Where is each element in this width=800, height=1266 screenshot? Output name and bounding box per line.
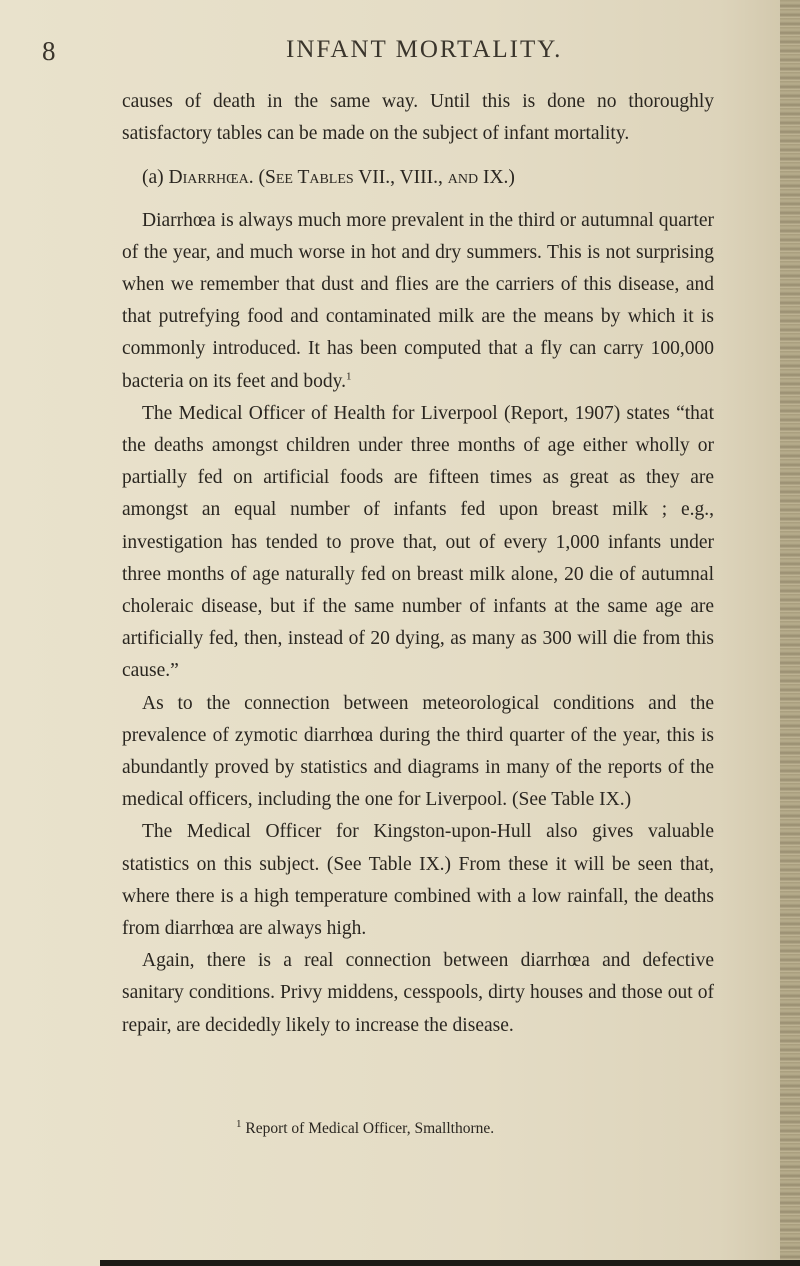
paragraph-liverpool-report: The Medical Officer of Health for Liverpool (Report, 1907) states “that the deaths amongst children under three months of age either wholly or partially fed on artificial foods are fifteen times as great as they are amongst an equal number of infants fed upon breast milk ; e.g., investigation has tended to prove that, out of every 1,000 infants under three months of age naturally fed on breast milk alone, 20 die of autumnal choleraic disease, but if the same number of infants at the same age are artificially fed, then, instead of 20 dying, as many as 300 will die from this cause.”	[122, 402, 714, 682]
footnote-text: Report of Medical Officer, Smallthorne.	[245, 1120, 495, 1137]
main-text	[122, 86, 714, 1042]
paragraph-diarrhoea-prevalence	[122, 205, 714, 398]
paragraph-continuation: causes of death in the same way. Until this is done no thoroughly satisfactory tables can be made on the subject of infant mortality.	[122, 91, 714, 145]
page-bottom-shadow	[100, 1260, 800, 1266]
footnote-marker: 1	[345, 370, 352, 383]
page-edge-strip	[780, 0, 800, 1266]
running-title: INFANT MORTALITY.	[286, 36, 563, 63]
section-label: (a)	[142, 167, 164, 189]
running-head	[0, 36, 800, 72]
paragraph-sanitary: Again, there is a real connection between diarrhœa and defective sanitary conditions. Privy middens, cesspools, dirty houses and those out of repair, are decidedly likely to increase the disease.	[122, 950, 714, 1036]
page-number: 8	[42, 36, 57, 66]
section-title: Diarrhœa.	[168, 167, 254, 189]
footnote	[236, 1117, 495, 1138]
section-heading	[122, 162, 714, 194]
paragraph-meteorological: As to the connection between meteorological conditions and the prevalence of zymotic diarrhœa during the third quarter of the year, this is abundantly proved by statistics and diagrams in many of the reports of the medical officers, including the one for Liverpool. (See Table IX.)	[122, 692, 714, 811]
paragraph-text: Diarrhœa is always much more prevalent in the third or autumnal quarter of the year, and much worse in hot and dry summers. This is not surprising when we remember that dust and flies are the carriers of this disease, and that putrefying food and contaminated milk are the means by which it is commonly introduced. It has been computed that a fly can carry 100,000 bacteria on its feet and body.	[122, 209, 714, 392]
section-reference: (See Tables VII., VIII., and IX.)	[258, 167, 515, 189]
footnote-number: 1	[236, 1117, 242, 1130]
paragraph-kingston-hull: The Medical Officer for Kingston-upon-Hull also gives valuable statistics on this subject. (See Table IX.) From these it will be seen that, where there is a high temperature combined with a low rainfall, the deaths from diarrhœa are always high.	[122, 821, 714, 940]
